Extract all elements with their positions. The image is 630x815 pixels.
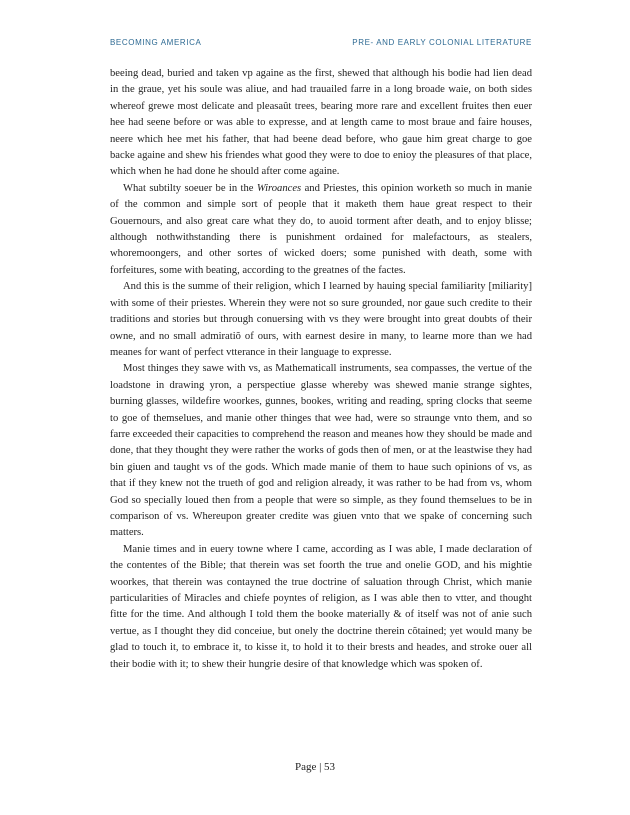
- body-text: [110, 66, 532, 673]
- paragraph-2-end: and Priestes, this opinion worketh so much in manie of the common and simple sort of people that it maketh them haue great respect to their Gouernours, and also great care what they do, to auoid torment after death, and to enjoy blisse; although nothwithstanding there is punishment ordained for malefactours, as stealers, whoremoongers, and other sortes of wicked doers; some punished with death, some with forfeitures, some with beating, according to the greatnes of the factes.: [110, 182, 532, 276]
- wiroances-term: Wiroances: [256, 182, 302, 194]
- running-header: [110, 38, 532, 47]
- page-footer: [0, 761, 630, 773]
- paragraph-4: Most thinges they sawe with vs, as Mathematicall instruments, sea compasses, the vertue of the loadstone in drawing yron, a perspectiue glasse whereby was shewed manie strange sightes, burning glasses, wildefire woorkes, gunnes, bookes, writing and reading, spring clocks that seeme to goe of themselues, and manie other thinges that wee had, were so straunge vnto them, and so farre exceeded their capacities to comprehend the reason and meanes how they should be made and done, that they thought they were rather the works of gods then of men, or at the leastwise they had bin giuen and taught vs of the gods. Which made manie of them to haue such opinions of vs, as that if they knew not the trueth of god and religion already, it was rather to be had from vs, whom God so specially loued then from a people that were so simple, as they found themselues to be in comparison of vs. Whereupon greater credite was giuen vnto that we spake of concerning such matters.: [110, 363, 532, 539]
- paragraph-2-start: What subtilty soeuer be in the: [123, 182, 257, 194]
- paragraph-2: [110, 181, 532, 279]
- header-section-title: PRE- AND EARLY COLONIAL LITERATURE: [352, 38, 532, 47]
- paragraph-5: Manie times and in euery towne where I came, according as I was able, I made declaration of the contentes of the Bible; that therein was set foorth the true and onelie GOD, and his mightie woorkes, that therein was contayned the true doctrine of saluation through Christ, which manie particularities of Miracles and chiefe poyntes of religion, as I was able then to vtter, and thought fitte for the time. And although I told them the booke materially & of itself was not of anie such vertue, as I thought they did conceiue, but onely the doctrine therein cõtained; yet would many be glad to touch it, to embrace it, to kisse it, to hold it to their brests and heades, and stroke ouer all their bodie with it; to shew their hungrie desire of that knowledge which was spoken of.: [110, 543, 532, 670]
- page-number: Page | 53: [294, 761, 336, 773]
- header-book-title: BECOMING AMERICA: [110, 38, 202, 47]
- paragraph-3: And this is the summe of their religion, which I learned by hauing special familiarity [miliarity] with some of their priestes. Wherein they were not so sure grounded, nor gaue such credite to their traditions and stories but through conuersing with vs they were brought into great doubts of their owne, and no small admiratiõ of ours, with earnest desire in many, to learne more than we had meanes for want of perfect vtterance in their language to expresse.: [110, 281, 532, 358]
- paragraph-1: beeing dead, buried and taken vp againe as the first, shewed that although his bodie had lien dead in the graue, yet his soule was aliue, and had trauailed farre in a long broade waie, on both sides whereof grewe most delicate and pleasaût trees, bearing more rare and excellent fruites then euer hee had seene before or was able to expresse, and at length came to most braue and faire houses, neere which hee met his father, that had beene dead before, who gaue him great charge to goe backe againe and shew his friendes what good they were to doe to enioy the pleasures of that place, which when he had done he should after come againe.: [110, 68, 532, 178]
